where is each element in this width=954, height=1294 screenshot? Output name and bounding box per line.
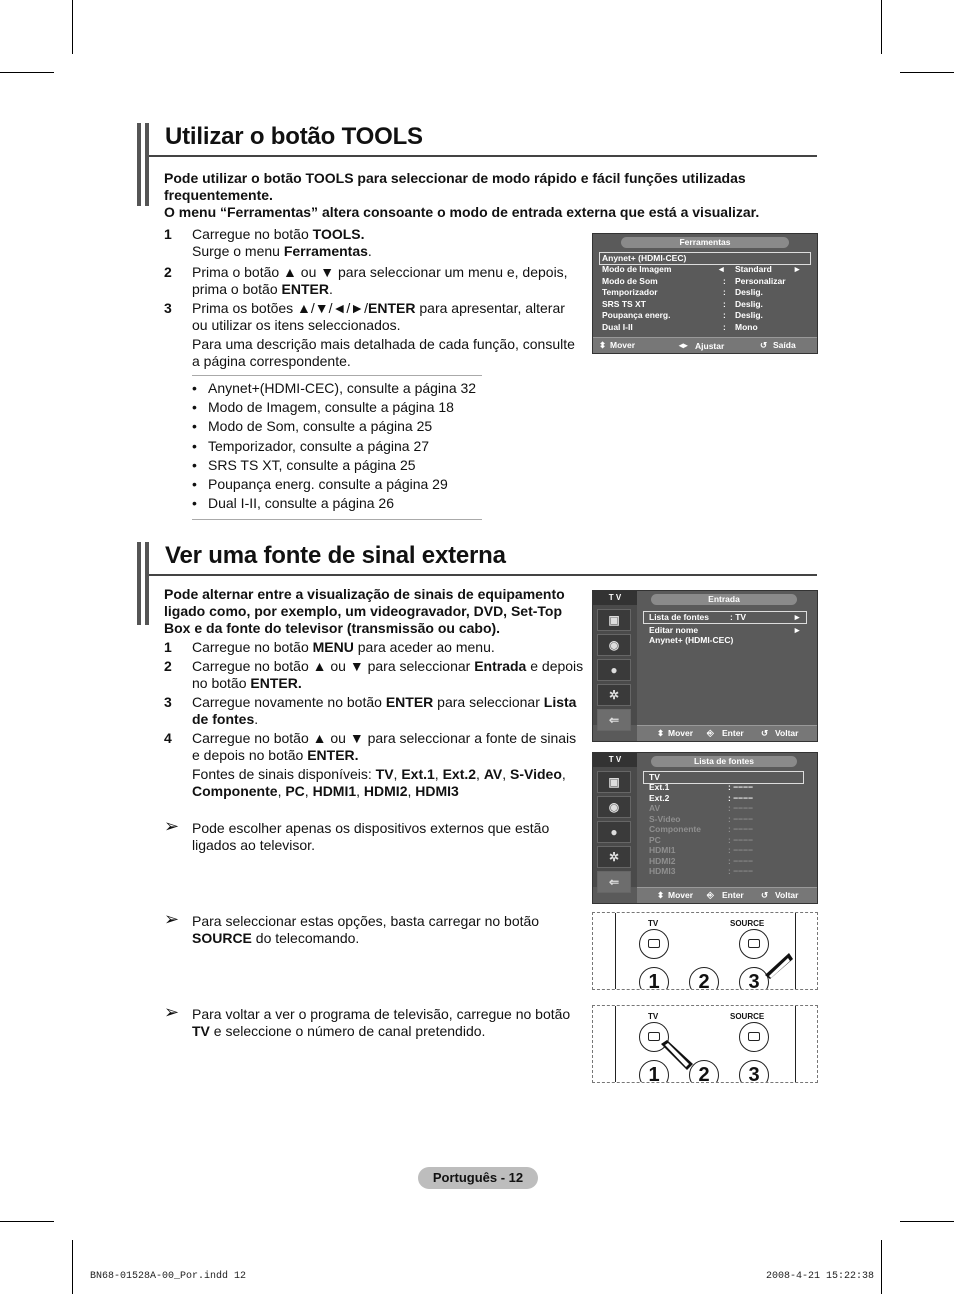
section-tools-header: [137, 123, 817, 157]
source-value: : −−−−: [728, 855, 754, 866]
section-title: Utilizar o botão TOOLS: [165, 123, 423, 150]
remote-source-illustration: [592, 912, 818, 990]
source-name: S-Video: [510, 766, 562, 782]
step-key: ENTER: [281, 281, 329, 297]
note-key: TV: [192, 1023, 210, 1039]
osd-sidebar: [593, 591, 637, 725]
crop-mark: [881, 1240, 882, 1294]
crop-mark: [72, 1240, 73, 1294]
step-text: para seleccionar: [433, 694, 544, 710]
osd-footer: [637, 887, 817, 903]
step-number: 3: [164, 694, 172, 710]
left-arrow-icon: ◄: [717, 264, 726, 274]
remote-edge: [615, 913, 616, 989]
footer-adjust: Ajustar: [695, 341, 725, 351]
setup-icon[interactable]: ✲: [597, 684, 631, 706]
step-text: Carregue no botão ▲ ou ▼ para seleccionar: [192, 658, 475, 674]
return-icon: ↺: [760, 340, 768, 350]
note-key: SOURCE: [192, 930, 252, 946]
step-text: Surge o menu: [192, 243, 284, 259]
crop-mark: [881, 0, 882, 54]
osd-title: Entrada: [651, 594, 797, 605]
source-label: SOURCE: [730, 1012, 765, 1021]
note-arrow-icon: ➢: [164, 1002, 180, 1022]
list-item: • Poupança energ. consulte a página 29: [192, 475, 482, 494]
source-button[interactable]: [739, 1022, 769, 1052]
step-number: 3: [164, 300, 172, 316]
step-key: MENU: [312, 639, 354, 655]
step-number: 1: [164, 226, 172, 242]
source-item: HDMI1: [649, 845, 676, 855]
sound-icon[interactable]: ◉: [597, 634, 631, 656]
step-key: Entrada: [474, 658, 527, 674]
enter-icon: ⎆: [707, 890, 714, 900]
updown-icon: ⬍: [657, 728, 665, 738]
step-text: para aceder ao menu.: [353, 639, 495, 655]
intro-text: Pode alternar entre a visualização de sinais de equipamento ligado como, por exemplo, um videogravador, DVD, Set-Top Box e da fonte do televisor (transmissão ou cabo).: [164, 586, 565, 636]
step-number: 2: [164, 264, 172, 280]
step-text: Carregue no botão: [192, 226, 313, 242]
sidebar-label: T V: [593, 753, 637, 767]
right-arrow-icon: ►: [793, 625, 802, 635]
osd-item[interactable]: Editar nome: [649, 625, 699, 635]
source-value: : −−−−: [728, 813, 754, 824]
source-name: AV: [483, 766, 503, 782]
footer-enter: Enter: [722, 890, 744, 900]
section-title: Ver uma fonte de sinal externa: [165, 542, 506, 569]
step-key: Lista de fontes: [192, 694, 577, 727]
leftright-icon: ◂▸: [679, 340, 688, 350]
source-name: PC: [285, 783, 305, 799]
step-text: .: [367, 243, 372, 259]
osd-sep: :: [723, 322, 726, 332]
source-item: HDMI3: [649, 866, 676, 876]
footer-move: Mover: [668, 728, 694, 738]
osd-sep: :: [723, 299, 726, 309]
osd-sep: :: [723, 276, 726, 286]
print-slug-file: BN68-01528A-00_Por.indd 12: [90, 1271, 247, 1282]
return-icon: ↺: [761, 728, 769, 738]
channel-icon[interactable]: ●: [597, 659, 631, 681]
step-text: para apresentar, alterar ou utilizar os itens seleccionados.: [192, 300, 565, 333]
osd-item[interactable]: Modo de Som: [602, 276, 658, 286]
source-item: PC: [649, 834, 661, 845]
osd-item[interactable]: Lista de fontes: [649, 612, 709, 622]
tools-menu-screen: [592, 233, 818, 354]
note-text: Para voltar a ver o programa de televisão, carregue no botão: [192, 1006, 571, 1022]
osd-value: Standard: [735, 264, 772, 274]
list-item: • Dual I-II, consulte a página 26: [192, 494, 482, 513]
right-arrow-icon: ►: [793, 264, 802, 274]
tv-button[interactable]: [639, 929, 669, 959]
osd-value: Mono: [735, 322, 758, 332]
source-name: HDMI2: [363, 783, 408, 799]
input-icon[interactable]: ⇐: [597, 871, 631, 893]
setup-icon[interactable]: ✲: [597, 846, 631, 868]
osd-footer: [637, 725, 817, 741]
list-item: • Temporizador, consulte a página 27: [192, 437, 482, 456]
source-name: Ext.1: [401, 766, 435, 782]
section-bar: [137, 123, 149, 206]
step-text: .: [328, 281, 333, 297]
intro-line-2: O menu “Ferramentas” altera consoante o modo de entrada externa que está a visualizar.: [164, 204, 760, 220]
source-item: AV: [649, 803, 661, 813]
step-key: ENTER: [368, 300, 416, 316]
crop-mark: [900, 72, 954, 73]
list-item: • Anynet+(HDMI-CEC), consulte a página 32: [192, 379, 482, 398]
right-arrow-icon: ►: [793, 612, 802, 622]
channel-icon[interactable]: ●: [597, 821, 631, 843]
step-key: ENTER.: [250, 675, 302, 691]
remote-edge: [795, 913, 796, 989]
reference-list: [192, 375, 482, 520]
osd-item[interactable]: Dual I-II: [602, 322, 633, 332]
page-number: Português - 12: [418, 1167, 538, 1189]
osd-item[interactable]: Anynet+ (HDMI-CEC): [602, 253, 687, 263]
updown-icon: ⬍: [599, 340, 607, 350]
crop-mark: [900, 1221, 954, 1222]
source-name: Componente: [192, 783, 278, 799]
number-button[interactable]: 3: [739, 967, 769, 990]
footer-move: Mover: [668, 890, 694, 900]
section-source-header: [137, 542, 817, 576]
step-text: Para uma descrição mais detalhada de cada função, consulte a página correspondente.: [192, 336, 575, 369]
intro-text: [164, 170, 784, 221]
source-value: : −−−−: [728, 782, 754, 792]
list-item: • SRS TS XT, consulte a página 25: [192, 456, 482, 475]
osd-sep: :: [723, 287, 726, 297]
source-list-screen: [592, 752, 818, 904]
source-label: SOURCE: [730, 919, 765, 928]
osd-value: Deslig.: [735, 299, 763, 309]
step-text: Carregue no botão ▲ ou ▼ para seleccionar a fonte de sinais e depois no botão: [192, 730, 577, 763]
sound-icon[interactable]: ◉: [597, 796, 631, 818]
osd-sidebar: [593, 753, 637, 887]
source-value: : −−−−: [728, 792, 754, 803]
step-text: Carregue no botão: [192, 639, 313, 655]
step-text: Prima os botões ▲/▼/◄/►/: [192, 300, 369, 316]
source-item: HDMI2: [649, 855, 676, 866]
tv-label: TV: [648, 1012, 659, 1021]
tv-label: TV: [648, 919, 659, 928]
step-number: 2: [164, 658, 172, 674]
number-button[interactable]: 3: [739, 1060, 769, 1083]
input-menu-screen: [592, 590, 818, 742]
osd-sep: :: [723, 310, 726, 320]
note-text: do telecomando.: [251, 930, 360, 946]
section-bar: [137, 542, 149, 625]
source-value: : −−−−: [728, 834, 754, 845]
number-button[interactable]: 2: [689, 967, 719, 990]
source-value: : −−−−: [728, 803, 754, 813]
osd-title: Ferramentas: [621, 237, 789, 248]
source-name: TV: [375, 766, 394, 782]
list-item: • Modo de Som, consulte a página 25: [192, 417, 482, 436]
updown-icon: ⬍: [657, 890, 665, 900]
osd-item[interactable]: Temporizador: [602, 287, 658, 297]
source-item[interactable]: TV: [649, 772, 660, 782]
osd-title: Lista de fontes: [651, 756, 797, 767]
source-value: : −−−−: [728, 845, 754, 855]
note-arrow-icon: ➢: [164, 909, 180, 929]
note-text: e seleccione o número de canal pretendido.: [209, 1023, 486, 1039]
osd-item[interactable]: Anynet+ (HDMI-CEC): [649, 635, 734, 645]
source-item[interactable]: Ext.1: [649, 782, 670, 792]
crop-mark: [0, 1221, 54, 1222]
return-icon: ↺: [761, 890, 769, 900]
osd-item[interactable]: Modo de Imagem: [602, 264, 672, 274]
footer-back: Voltar: [775, 728, 799, 738]
footer-exit: Saída: [773, 340, 796, 350]
footer-back: Voltar: [775, 890, 799, 900]
note-text: Para seleccionar estas opções, basta carregar no botão: [192, 913, 540, 929]
osd-value: : TV: [730, 612, 747, 622]
source-value: : −−−−: [728, 824, 754, 834]
step-number: 1: [164, 639, 172, 655]
sidebar-label: T V: [593, 591, 637, 605]
osd-item[interactable]: SRS TS XT: [602, 299, 646, 309]
intro-line-1: Pode utilizar o botão TOOLS para seleccionar de modo rápido e fácil funções utilizadas frequentemente.: [164, 170, 746, 203]
enter-icon: ⎆: [707, 728, 714, 738]
step-text: e depois no botão: [192, 658, 584, 691]
osd-value: Personalizar: [735, 276, 786, 286]
osd-footer: [593, 337, 817, 353]
input-icon[interactable]: ⇐: [597, 709, 631, 731]
source-name: Ext.2: [442, 766, 477, 782]
source-name: HDMI1: [312, 783, 357, 799]
step-key: Ferramentas: [283, 243, 368, 259]
source-item[interactable]: Ext.2: [649, 792, 670, 803]
source-value: : −−−−: [728, 866, 754, 876]
step-text: .: [254, 711, 259, 727]
number-button[interactable]: 1: [639, 967, 669, 990]
number-button[interactable]: 1: [639, 1060, 669, 1083]
source-name: HDMI3: [415, 783, 459, 799]
source-item: Componente: [649, 824, 701, 834]
remote-tv-illustration: [592, 1005, 818, 1083]
picture-icon[interactable]: ▣: [597, 609, 631, 631]
source-item: S-Video: [649, 813, 681, 824]
number-button[interactable]: 2: [689, 1060, 719, 1083]
press-indicator-icon: [761, 949, 795, 979]
list-item: • Modo de Imagem, consulte a página 18: [192, 398, 482, 417]
step-text: Fontes de sinais disponíveis:: [192, 766, 376, 782]
step-text: Carregue novamente no botão: [192, 694, 386, 710]
step-key: ENTER: [385, 694, 434, 710]
step-key: TOOLS.: [312, 226, 365, 242]
footer-move: Mover: [610, 340, 636, 350]
osd-value: Deslig.: [735, 287, 763, 297]
footer-enter: Enter: [722, 728, 744, 738]
osd-item[interactable]: Poupança energ.: [602, 310, 671, 320]
remote-edge: [795, 1006, 796, 1082]
step-number: 4: [164, 730, 172, 746]
press-indicator-icon: [659, 1040, 695, 1072]
crop-mark: [0, 72, 54, 73]
picture-icon[interactable]: ▣: [597, 771, 631, 793]
print-slug-date: 2008-4-21 15:22:38: [766, 1271, 875, 1282]
note-arrow-icon: ➢: [164, 816, 180, 836]
remote-edge: [615, 1006, 616, 1082]
crop-mark: [72, 0, 73, 54]
step-key: ENTER.: [307, 747, 359, 763]
osd-value: Deslig.: [735, 310, 763, 320]
step-text: Prima o botão ▲ ou ▼ para seleccionar um menu e, depois, prima o botão: [192, 264, 568, 297]
note-text: Pode escolher apenas os dispositivos externos que estão ligados ao televisor.: [192, 820, 550, 853]
